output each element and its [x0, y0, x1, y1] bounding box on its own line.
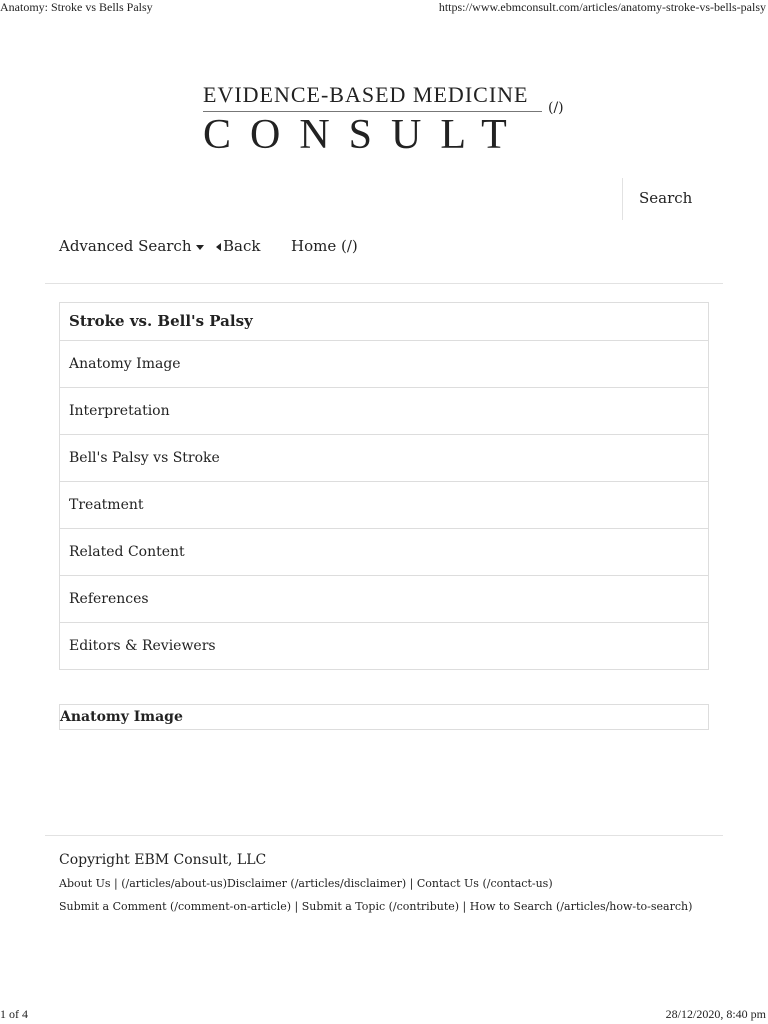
print-datetime: 28/12/2020, 8:40 pm	[665, 1007, 766, 1021]
section-heading-anatomy-image: Anatomy Image	[59, 704, 709, 730]
toc-item-interpretation[interactable]: Interpretation	[60, 388, 708, 435]
toc-item-bells-palsy-vs-stroke[interactable]: Bell's Palsy vs Stroke	[60, 435, 708, 482]
footer-links-1[interactable]: About Us | (/articles/about-us)Disclaimer (/articles/disclaimer) | Contact Us (/contact-us)	[59, 877, 553, 890]
footer-divider	[45, 835, 723, 836]
toc-item-treatment[interactable]: Treatment	[60, 482, 708, 529]
advanced-search-dropdown[interactable]	[59, 237, 204, 255]
back-link[interactable]	[216, 237, 260, 255]
toc-item-anatomy-image[interactable]: Anatomy Image	[60, 341, 708, 388]
toc-item-references[interactable]: References	[60, 576, 708, 623]
print-url: https://www.ebmconsult.com/articles/anatomy-stroke-vs-bells-palsy	[438, 0, 766, 14]
search-divider	[622, 178, 623, 220]
caret-left-icon	[216, 243, 221, 251]
print-page-count: 1 of 4	[0, 1007, 28, 1021]
logo-line-2: CONSULT	[203, 112, 526, 158]
logo-home-link[interactable]: (/)	[548, 100, 564, 116]
header-divider	[45, 283, 723, 284]
home-link[interactable]: Home (/)	[291, 237, 358, 255]
copyright: Copyright EBM Consult, LLC	[59, 852, 267, 868]
advanced-search-label: Advanced Search	[59, 237, 192, 255]
print-page-title: Anatomy: Stroke vs Bells Palsy	[0, 0, 153, 14]
footer-links-2[interactable]: Submit a Comment (/comment-on-article) | Submit a Topic (/contribute) | How to Search (/articles/how-to-search)	[59, 900, 693, 913]
back-label: Back	[223, 237, 261, 255]
caret-down-icon	[196, 245, 204, 250]
toc-item-editors-reviewers[interactable]: Editors & Reviewers	[69, 638, 216, 654]
logo-line-1: EVIDENCE-BASED MEDICINE	[203, 82, 529, 107]
site-logo[interactable]	[203, 84, 545, 156]
table-of-contents	[59, 302, 709, 670]
toc-title: Stroke vs. Bell's Palsy	[60, 303, 708, 341]
search-button[interactable]: Search	[639, 189, 693, 207]
toc-item-related-content[interactable]: Related Content	[60, 529, 708, 576]
